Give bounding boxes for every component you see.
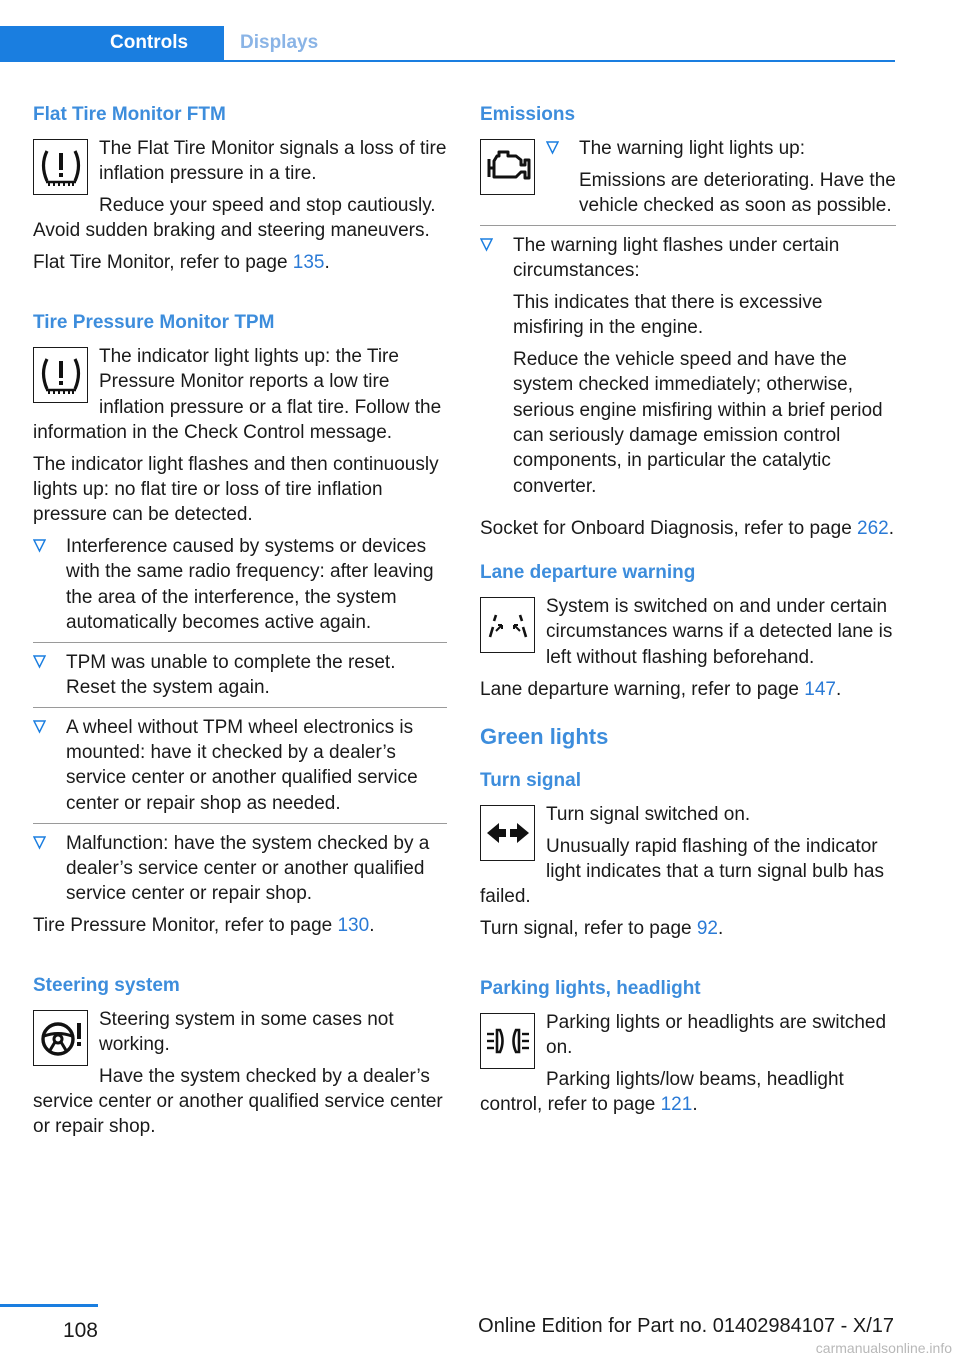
tpm-page-link[interactable]: 130 [337, 914, 370, 936]
list-item: Malfunction: have the system checked by a dealer’s service center or another qualified service center or repair shop. [33, 831, 447, 907]
right-column [480, 102, 896, 1124]
turn-reference: Turn signal, refer to page 92. [480, 918, 724, 940]
tab-controls[interactable]: Controls [0, 26, 224, 60]
turn-heading: Turn signal [480, 769, 581, 791]
parking-lights-icon [480, 1013, 535, 1069]
watermark: carmanualsonline.info [815, 1340, 952, 1356]
parking-heading: Parking lights, headlight [480, 977, 701, 999]
steering-text-1: Steering system in some cases not working. [99, 1008, 394, 1056]
list-item: A wheel without TPM wheel electronics is mounted: have it checked by a dealer’s service center or another qualified service center or repair shop as needed. [33, 715, 447, 816]
tpm-text-1: The indicator light lights up: the Tire Pressure Monitor reports a low tire inflation pressure or a flat tire. Follow the information in the Check Control message. [33, 345, 442, 443]
emissions-heading: Emissions [480, 104, 576, 125]
lane-heading: Lane departure warning [480, 562, 696, 584]
tire-pressure-warning-icon [33, 139, 88, 195]
list-item: TPM was unable to complete the reset. Reset the system again. [33, 650, 447, 701]
emissions-reference: Socket for Onboard Diagnosis, refer to page 262. [480, 518, 895, 540]
bullet-triangle-icon [33, 836, 46, 850]
emissions-b1-body: Emissions are deteriorating. Have the vehicle checked as soon as possible. [579, 169, 896, 217]
top-tab-bar [0, 26, 895, 62]
ftm-text-2: Reduce your speed and stop cautiously. Avoid sudden braking and steering maneuvers. [33, 195, 436, 242]
list-item: Interference caused by systems or devices with the same radio frequency: after leaving the area of the interference, the system automatically becomes active again. [33, 534, 447, 635]
tpm-text-2: The indicator light flashes and then continuously lights up: no flat tire or loss of tire inflation pressure can be detected. [33, 453, 439, 526]
bullet-triangle-icon [33, 720, 46, 734]
parking-page-link[interactable]: 121 [660, 1094, 693, 1116]
ftm-text-1: The Flat Tire Monitor signals a loss of tire inflation pressure in a tire. [99, 138, 447, 185]
tpm-reference: Tire Pressure Monitor, refer to page 130. [33, 914, 375, 936]
turn-text-1: Turn signal switched on. [546, 803, 751, 825]
emissions-b2-body-2: Reduce the vehicle speed and have the system checked immediately; otherwise, serious engine misfiring within a brief period can seriously damage emission control components, in particular the catalytic converter. [513, 349, 883, 497]
turn-page-link[interactable]: 92 [696, 918, 718, 940]
turn-signal-icon [480, 805, 535, 861]
steering-heading: Steering system [33, 974, 180, 996]
tab-displays[interactable]: Displays [240, 32, 319, 53]
emissions-b2-body-1: This indicates that there is excessive misfiring in the engine. [513, 291, 823, 339]
ftm-reference: Flat Tire Monitor, refer to page 135. [33, 252, 330, 274]
steering-wheel-warning-icon [33, 1010, 88, 1066]
bullet-triangle-icon [33, 539, 46, 553]
green-lights-heading: Green lights [480, 723, 609, 749]
steering-text-2: Have the system checked by a dealer’s service center or another qualified service center or repair shop. [33, 1065, 443, 1138]
ftm-page-link[interactable]: 135 [292, 252, 325, 274]
tire-pressure-warning-icon [33, 347, 88, 403]
page-number: 108 [0, 1304, 98, 1343]
emissions-page-link[interactable]: 262 [857, 518, 889, 540]
left-column [33, 102, 447, 1146]
check-engine-icon [480, 139, 535, 195]
lane-departure-icon [480, 597, 535, 653]
bullet-triangle-icon [546, 141, 559, 155]
bullet-triangle-icon [480, 238, 493, 252]
lane-page-link[interactable]: 147 [804, 678, 836, 700]
parking-text-1: Parking lights or headlights are switched on. [546, 1011, 887, 1059]
parking-reference: Parking lights/low beams, headlight control, refer to page 121. [480, 1068, 844, 1116]
list-item: The warning light flashes under certain circumstances: [480, 233, 896, 284]
lane-reference: Lane departure warning, refer to page 147. [480, 678, 842, 700]
bullet-triangle-icon [33, 655, 46, 669]
list-item: The warning light lights up: [546, 136, 896, 161]
turn-text-2: Unusually rapid flashing of the indicator light indicates that a turn signal bulb has failed. [480, 835, 884, 908]
tpm-heading: Tire Pressure Monitor TPM [33, 311, 275, 333]
lane-text-1: System is switched on and under certain circumstances warns if a detected lane is left without flashing beforehand. [546, 596, 893, 668]
edition-footer: Online Edition for Part no. 01402984107 - X/17 [478, 1315, 894, 1337]
ftm-heading: Flat Tire Monitor FTM [33, 104, 226, 125]
